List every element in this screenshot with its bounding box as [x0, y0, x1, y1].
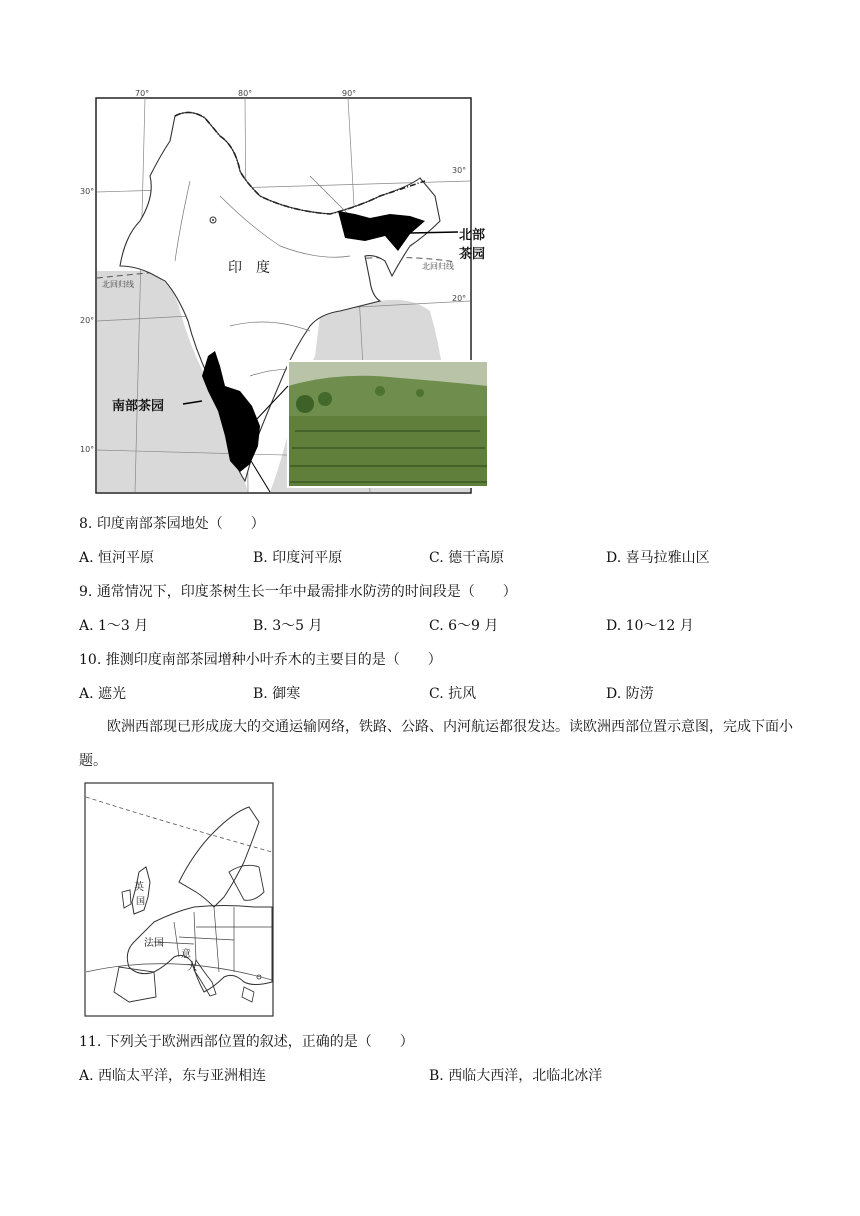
tropic-label-left: 北回归线 [102, 280, 134, 289]
question-11 [79, 1032, 414, 1052]
question-10 [79, 650, 442, 670]
question-number: 10. [79, 652, 102, 668]
q8-option-a[interactable]: A. 恒河平原 [79, 550, 155, 566]
question-text: 印度南部茶园地处（ ） [96, 516, 265, 532]
question-text: 推测印度南部茶园增种小叶乔木的主要目的是（ ） [105, 652, 442, 668]
label-italy-2: 大 [187, 962, 197, 973]
lat-label-20-left: 20° [80, 316, 95, 325]
tea-garden-photo [288, 361, 488, 487]
question-number: 9. [79, 584, 93, 600]
question-text: 下列关于欧洲西部位置的叙述，正确的是（ ） [105, 1034, 414, 1050]
north-tea-garden-label: 北部茶园 [459, 228, 486, 262]
label-france: 法国 [144, 938, 164, 949]
tropic-label-right: 北回归线 [422, 262, 454, 271]
q10-option-d[interactable]: D. 防涝 [606, 686, 654, 702]
q10-option-a[interactable]: A. 遮光 [79, 686, 127, 702]
q9-option-c[interactable]: C. 6～9 月 [429, 618, 499, 634]
label-uk-2: 国 [136, 897, 146, 907]
passage-text: 欧洲西部现已形成庞大的交通运输网络，铁路、公路、内河航运都很发达。读欧洲西部位置示意图，完成下面小题。 [79, 719, 793, 769]
india-map-drawing [80, 86, 490, 498]
lat-label-30-right: 30° [452, 166, 467, 175]
label-uk: 英 [134, 882, 144, 893]
lat-label-10-left: 10° [80, 445, 95, 454]
question-9 [79, 582, 517, 602]
india-map [80, 86, 490, 498]
label-italy: 意 [181, 949, 191, 960]
lon-label-70: 70° [135, 89, 150, 98]
question-number: 11. [79, 1034, 102, 1050]
europe-map [84, 782, 276, 1018]
question-8 [79, 514, 265, 534]
country-label-india: 印 度 [228, 260, 270, 276]
lat-label-20-right: 20° [452, 294, 467, 303]
q11-option-b[interactable]: B. 西临大西洋，北临北冰洋 [429, 1068, 603, 1084]
q9-option-a[interactable]: A. 1～3 月 [79, 618, 149, 634]
south-tea-garden-label: 南部茶园 [112, 399, 165, 414]
q8-option-d[interactable]: D. 喜马拉雅山区 [606, 550, 710, 566]
q8-option-b[interactable]: B. 印度河平原 [253, 550, 343, 566]
europe-map-drawing [84, 782, 276, 1018]
q8-option-c[interactable]: C. 德干高原 [429, 550, 505, 566]
q9-option-b[interactable]: B. 3～5 月 [253, 618, 323, 634]
question-number: 8. [79, 516, 93, 532]
question-text: 通常情况下，印度茶树生长一年中最需排水防涝的时间段是（ ） [96, 584, 517, 600]
q9-option-d[interactable]: D. 10～12 月 [606, 618, 694, 634]
q11-option-a[interactable]: A. 西临太平洋，东与亚洲相连 [79, 1068, 267, 1084]
lon-label-80: 80° [238, 89, 253, 98]
lat-label-30-left: 30° [80, 187, 95, 196]
lon-label-90: 90° [342, 89, 357, 98]
q10-option-b[interactable]: B. 御寒 [253, 686, 301, 702]
q10-option-c[interactable]: C. 抗风 [429, 686, 477, 702]
